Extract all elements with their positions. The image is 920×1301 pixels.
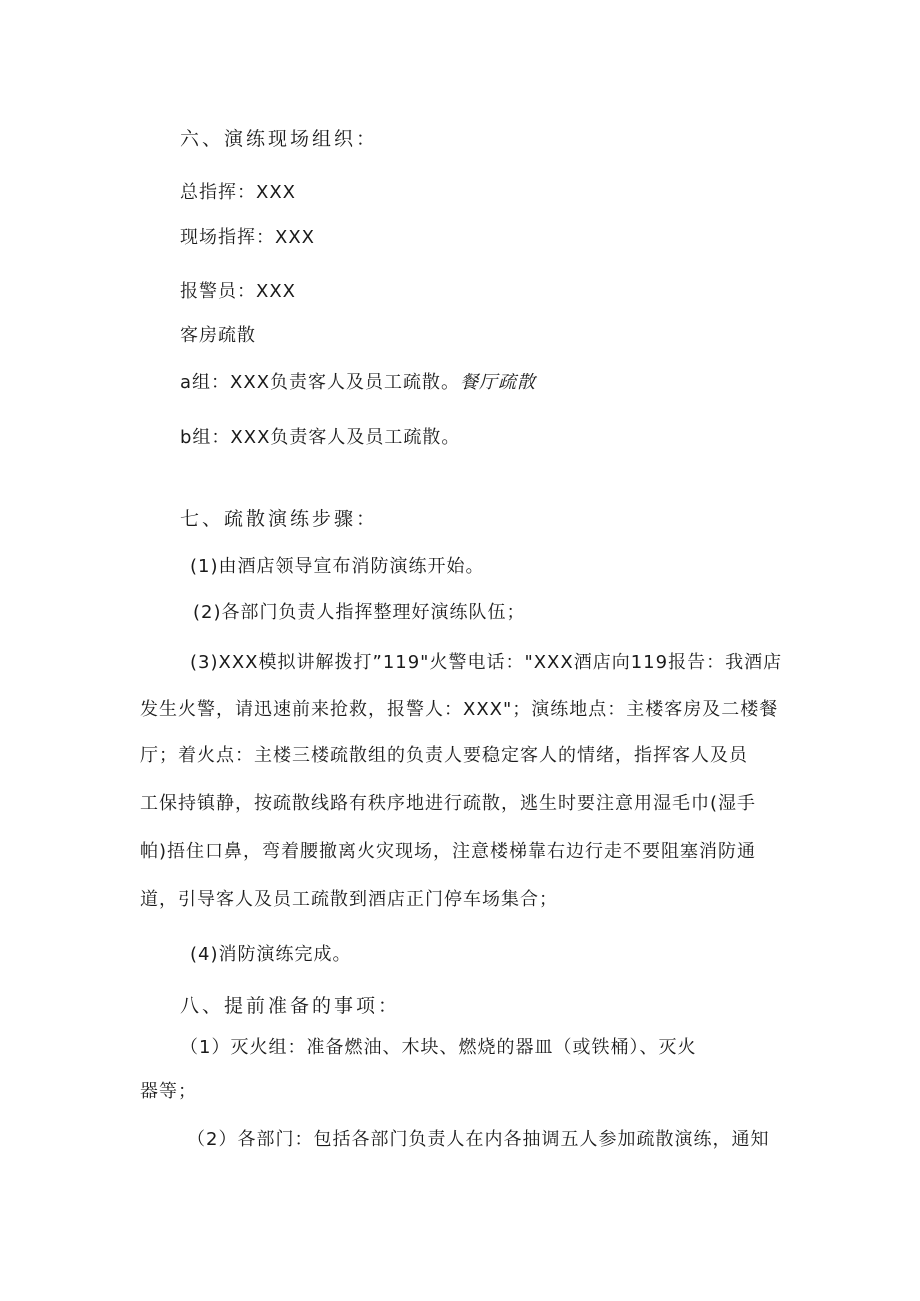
group-a-line — [180, 371, 536, 395]
step-3-first-line: (3)XXX模拟讲解拨打”119"火警电话："XXX酒店向119报告：我酒店 — [190, 652, 783, 673]
item-1-line-1: （1）灭火组：准备燃油、木块、燃烧的器皿（或铁桶）、灭火 — [180, 1037, 697, 1058]
guest-room-evac-line: 客房疏散 — [180, 325, 256, 346]
step-1-line: (1)由酒店领导宣布消防演练开始。 — [190, 556, 485, 577]
group-b-line: b组：XXX负责客人及员工疏散。 — [180, 427, 461, 448]
step-3-line-6: 道，引导客人及员工疏散到酒店正门停车场集合； — [140, 889, 558, 910]
section-6-heading: 六、演练现场组织： — [180, 128, 379, 150]
item-2-line-1: （2）各部门：包括各部门负责人在内各抽调五人参加疏散演练，通知 — [187, 1129, 770, 1150]
section-8-heading: 八、提前准备的事项： — [180, 995, 401, 1017]
site-commander-line: 现场指挥：XXX — [180, 227, 315, 248]
step-3-line-2: 发生火警，请迅速前来抢救，报警人：XXX"；演练地点：主楼客房及二楼餐 — [140, 699, 779, 720]
step-4-line: (4)消防演练完成。 — [190, 944, 352, 965]
step-2-line: (2)各部门负责人指挥整理好演练队伍； — [193, 602, 526, 623]
restaurant-evac-text: 餐厅疏散 — [460, 372, 537, 393]
step-3-line-3: 厅；着火点：主楼三楼疏散组的负责人要稳定客人的情绪，指挥客人及员 — [140, 745, 748, 766]
section-7-heading: 七、疏散演练步骤： — [180, 508, 379, 530]
item-1-line-2: 器等； — [140, 1081, 197, 1102]
step-3-line-5: 帕)捂住口鼻，弯着腰撤离火灾现场，注意楼梯靠右边行走不要阻塞消防通 — [140, 841, 757, 862]
step-3-line-4: 工保持镇静，按疏散线路有秩序地进行疏散，逃生时要注意用湿毛巾(湿手 — [140, 793, 757, 814]
group-a-text: a组：XXX负责客人及员工疏散。 — [180, 372, 461, 393]
commander-line: 总指挥：XXX — [180, 182, 296, 203]
alarm-line: 报警员：XXX — [180, 281, 296, 302]
